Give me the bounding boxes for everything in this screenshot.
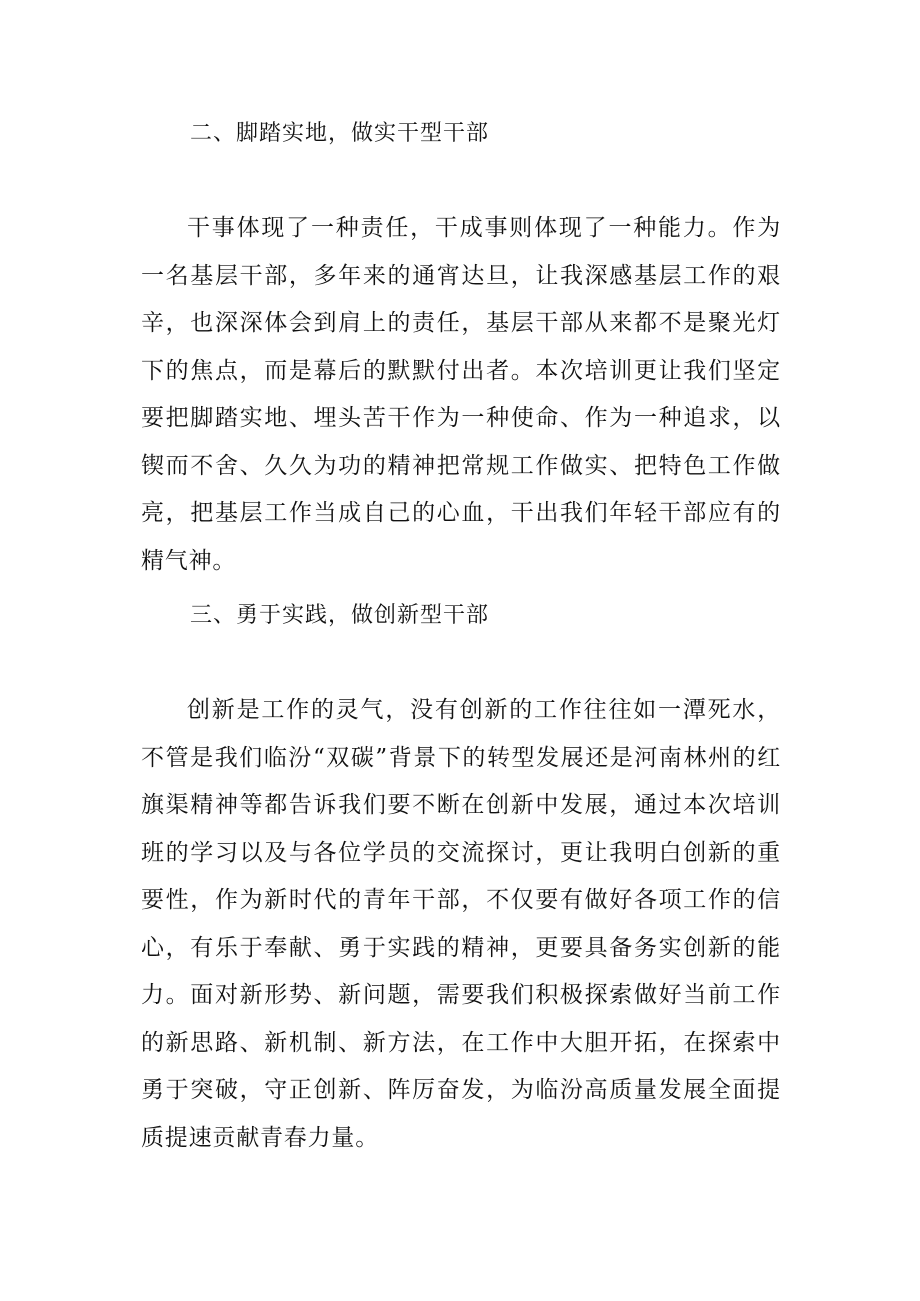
section-heading-2: 二、脚踏实地，做实干型干部 bbox=[190, 121, 490, 146]
section-heading-3: 三、勇于实践，做创新型干部 bbox=[190, 603, 490, 628]
section-paragraph-2: 干事体现了一种责任，干成事则体现了一种能力。作为一名基层干部，多年来的通宵达旦，让我深感基层工作的艰辛，也深深体会到肩上的责任，基层干部从来都不是聚光灯下的焦点，而是幕后的默默付出者。本次培训更让我们坚定要把脚踏实地、埋头苦干作为一种使命、作为一种追求，以锲而不舍、久久为功的精神把常规工作做实、把特色工作做亮，把基层工作当成自己的心血，干出我们年轻干部应有的精气神。 bbox=[141, 215, 781, 574]
section-paragraph-3: 创新是工作的灵气，没有创新的工作往往如一潭死水，不管是我们临汾“双碳”背景下的转型发展还是河南林州的红旗渠精神等都告诉我们要不断在创新中发展，通过本次培训班的学习以及与各位学员的交流探讨，更让我明白创新的重要性，作为新时代的青年干部，不仅要有做好各项工作的信心，有乐于奉献、勇于实践的精神，更要具备务实创新的能力。面对新形势、新问题，需要我们积极探索做好当前工作的新思路、新机制、新方法，在工作中大胆开拓，在探索中勇于突破，守正创新、阵厉奋发，为临汾高质量发展全面提质提速贡献青春力量。 bbox=[141, 697, 781, 1151]
